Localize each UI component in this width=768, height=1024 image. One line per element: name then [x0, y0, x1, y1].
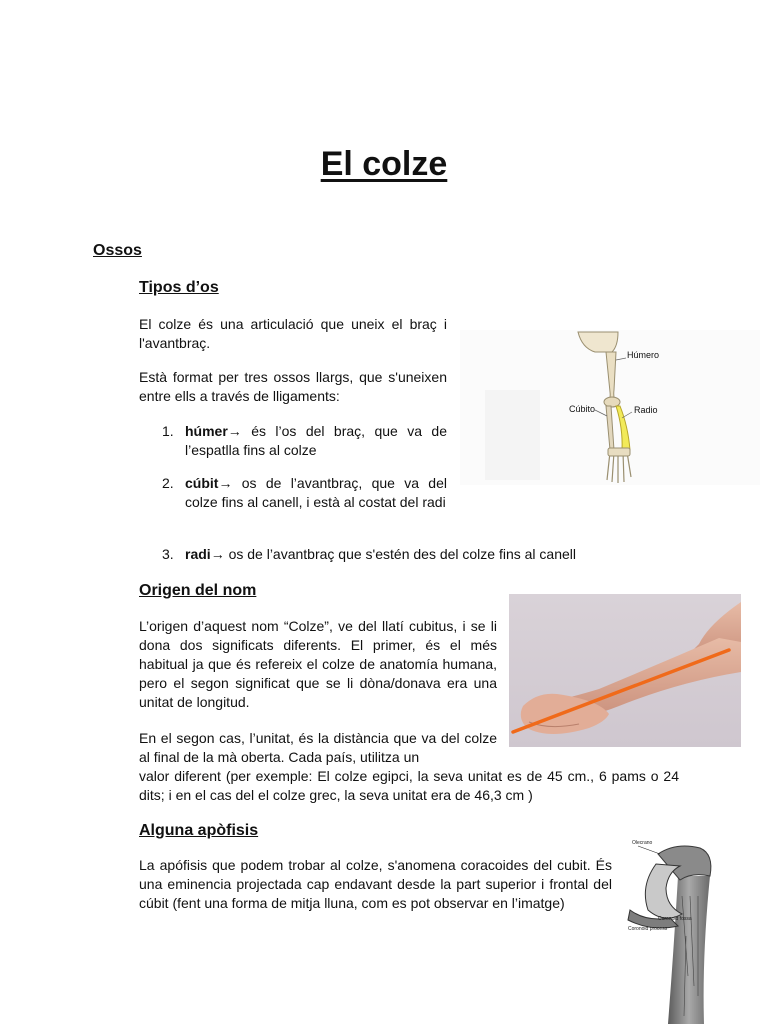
list-item-text: és l’os del braç, que va de l’espatlla fins al colze: [185, 423, 447, 458]
term-radi: radi: [185, 546, 211, 562]
paragraph-origen-1: L’origen d’aquest nom “Colze”, ve del llatí cubitus, i se li dona dos significats diferents. El primer, és el més habitual ja que és refereix el colze de anatomía humana, pero el segon significat que se li dòna/donava era una unitat de longitud.: [139, 618, 497, 710]
label-olecrano: Olecrano: [632, 840, 653, 846]
list-item-radi: [185, 545, 665, 564]
arrow: →: [210, 546, 225, 562]
label-fossa: fossa: [679, 916, 692, 922]
list-number-1: 1.: [162, 423, 174, 439]
paragraph-apofisis: La apófisis que podem trobar al colze, s'anomena coracoides del cubit. És una eminencia projectada cap endavant desde la part superior i frontal del cúbit (fent una forma de mitja lluna, com es pot observar en l’imatge): [139, 857, 612, 911]
list-number-2: 2.: [162, 475, 174, 491]
ulna-figure: [618, 836, 730, 1024]
label-process: process: [649, 926, 668, 932]
list-number-3: 3.: [162, 546, 174, 562]
list-item-text: os de l’avantbraç, que va del colze fins al canell, i està al costat del radi: [185, 475, 447, 510]
subheading-apofisis: Alguna apòfisis: [139, 822, 259, 839]
page-title: El colze: [320, 145, 448, 183]
arm-bones-figure: [460, 330, 760, 485]
term-humer: húmer: [185, 423, 228, 439]
subheading-tipos-dos: Tipos d’os: [139, 279, 219, 296]
paragraph-tipos-1: El colze és una articulació que uneix el braç i l'avantbraç.: [139, 316, 447, 351]
label-coronoid-fossa: [658, 916, 692, 922]
arrow: →: [227, 423, 242, 439]
paragraph-tipos-2: Està format per tres ossos llargs, que s'uneixen entre ells a través de lligaments:: [139, 369, 447, 404]
label-radio: Radio: [634, 405, 658, 415]
list-item-text: os de l’avantbraç que s'estén des del colze fins al canell: [224, 546, 577, 562]
subheading-origen: Origen del nom: [139, 582, 257, 599]
label-cubito: Cúbito: [569, 404, 596, 414]
list-item-humer: [185, 422, 447, 460]
arrow: →: [218, 475, 233, 491]
term-cubit: cúbit: [185, 475, 219, 491]
paragraph-origen-2b: valor diferent (per exemple: El colze egipci, la seva unitat es de 45 cm., 6 pams o 24 dits; i en el cas del el colze grec, la seva unitat era de 46,3 cm ): [139, 768, 679, 803]
paragraph-origen-2a: En el segon cas, l’unitat, és la distància que va del colze al final de la mà oberta. Cada país, utilitza un: [139, 730, 497, 765]
forearm-photo: [509, 594, 741, 747]
label-coronoid-2: Coronoid: [628, 926, 649, 932]
label-coronoid-process: [628, 926, 667, 932]
list-item-cubit: [185, 474, 447, 512]
label-coronoid: Coronoid: [658, 916, 679, 922]
section-heading-ossos: Ossos: [93, 242, 142, 259]
label-humero: Húmero: [627, 350, 660, 360]
